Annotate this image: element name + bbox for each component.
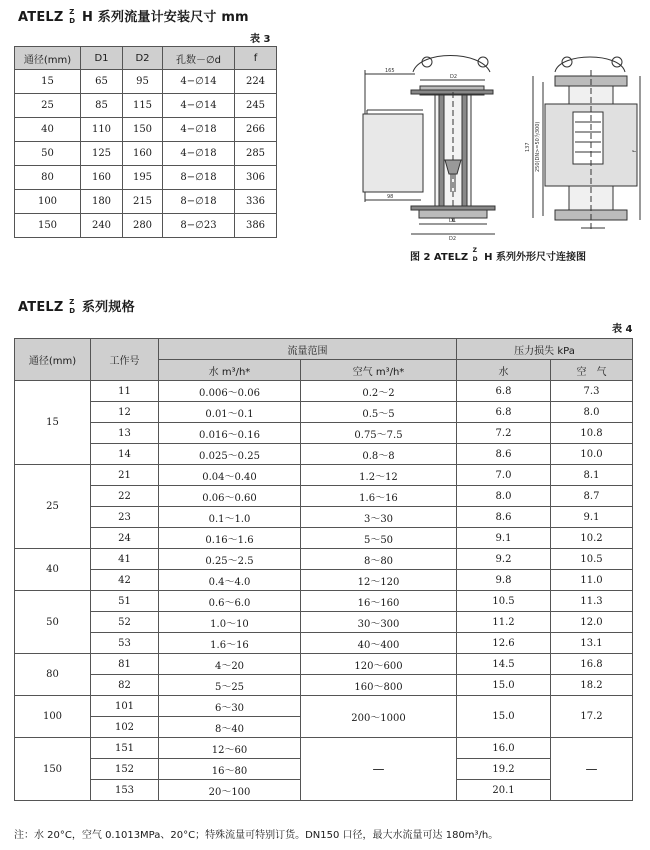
table-row [15,654,633,675]
water-flow-cell: 0.01～0.1 [159,402,301,423]
water-loss-cell: 15.0 [457,675,551,696]
work-no-cell: 53 [91,633,159,654]
air-loss-cell: 7.3 [551,381,633,402]
zd-mark: Z D [472,247,478,263]
table-row [15,591,633,612]
table-row [15,549,633,570]
water-loss-cell: 14.5 [457,654,551,675]
water-flow-cell: 0.25～2.5 [159,549,301,570]
diameter-cell: 40 [15,549,91,591]
work-no-cell: 22 [91,486,159,507]
table-cell: 115 [123,94,163,118]
table-row [15,381,633,402]
work-no-cell: 52 [91,612,159,633]
work-no-cell: 82 [91,675,159,696]
water-flow-cell: 0.6～6.0 [159,591,301,612]
air-flow-cell: 0.2～2 [301,381,457,402]
table-cell: 110 [81,118,123,142]
air-loss-cell: 8.0 [551,402,633,423]
header-diameter: 通径(mm) [15,339,91,381]
diameter-cell: 150 [15,738,91,801]
table-cell: 336 [235,190,277,214]
water-loss-cell: 6.8 [457,381,551,402]
water-flow-cell: 8～40 [159,717,301,738]
table3-tag: 表 3 [250,34,271,45]
table-cell: 4−∅18 [163,118,235,142]
water-loss-cell: 9.8 [457,570,551,591]
air-flow-cell: 5～50 [301,528,457,549]
table-row [15,142,277,166]
water-flow-cell: 4～20 [159,654,301,675]
table-cell: 266 [235,118,277,142]
table-cell: 195 [123,166,163,190]
air-loss-cell: 16.8 [551,654,633,675]
water-flow-cell: 0.1～1.0 [159,507,301,528]
outline-drawing-figure [355,52,645,242]
water-loss-cell: 20.1 [457,780,551,801]
water-loss-cell: 11.2 [457,612,551,633]
title-prefix: ATELZ [18,300,64,315]
dim-label-f: f [632,150,638,152]
air-loss-cell: 11.0 [551,570,633,591]
table-cell: 386 [235,214,277,238]
header-cell: D1 [81,47,123,70]
section-title-installation [18,6,249,26]
table-row [15,190,277,214]
table-row [15,507,633,528]
header-work-no: 工作号 [91,339,159,381]
header-pressure-loss: 压力损失 kPa [457,339,633,360]
air-flow-cell: 3～30 [301,507,457,528]
footnote: 注：水 20°C，空气 0.1013MPa、20°C；特殊流量可特别订货。DN150 口径，最大水流量可达 180m³/h。 [14,830,499,841]
header-cell: D2 [123,47,163,70]
water-flow-cell: 0.16～1.6 [159,528,301,549]
air-flow-cell: 30～300 [301,612,457,633]
table-row [15,612,633,633]
table-cell: 65 [81,70,123,94]
water-flow-cell: 1.0～10 [159,612,301,633]
table-cell: 245 [235,94,277,118]
table-cell: 160 [123,142,163,166]
water-flow-cell: 5～25 [159,675,301,696]
header-cell: 通径(mm) [15,47,81,70]
water-flow-cell: 0.025～0.25 [159,444,301,465]
water-loss-cell: 15.0 [457,696,551,738]
air-loss-cell: 18.2 [551,675,633,696]
water-loss-cell: 19.2 [457,759,551,780]
table-cell: 100 [15,190,81,214]
air-flow-cell: 0.75～7.5 [301,423,457,444]
table-cell: 4−∅14 [163,94,235,118]
table-cell: 95 [123,70,163,94]
table-cell: 15 [15,70,81,94]
air-flow-cell: 160～800 [301,675,457,696]
water-flow-cell: 0.06～0.60 [159,486,301,507]
specifications-table [14,338,633,801]
table-row [15,486,633,507]
air-flow-cell: 40～400 [301,633,457,654]
header-cell: f [235,47,277,70]
work-no-cell: 41 [91,549,159,570]
table-cell: 40 [15,118,81,142]
water-loss-cell: 8.6 [457,444,551,465]
table-row [15,118,277,142]
diameter-cell: 100 [15,696,91,738]
table-row [15,402,633,423]
air-flow-cell: 0.8～8 [301,444,457,465]
dim-label-d2-bottom: D2 [449,236,457,242]
header-cell: 孔数－∅d [163,47,235,70]
air-flow-cell: — [301,738,457,801]
indicator-arc-right [555,57,625,72]
table-row [15,214,277,238]
dim-label-d1: D1 [449,218,457,224]
water-flow-cell: 0.04～0.40 [159,465,301,486]
water-loss-cell: 7.2 [457,423,551,444]
air-flow-cell: 0.5～5 [301,402,457,423]
table-row [15,570,633,591]
work-no-cell: 24 [91,528,159,549]
air-loss-cell: 8.1 [551,465,633,486]
air-loss-cell: 11.3 [551,591,633,612]
water-loss-cell: 9.2 [457,549,551,570]
dim-label-overall: 250(DN>=50为300) [535,121,541,172]
table-cell: 8−∅18 [163,166,235,190]
table-row [15,633,633,654]
water-flow-cell: 0.016～0.16 [159,423,301,444]
table-row [15,166,277,190]
diameter-cell: 80 [15,654,91,696]
work-no-cell: 14 [91,444,159,465]
table-cell: 4−∅18 [163,142,235,166]
table-cell: 306 [235,166,277,190]
water-flow-cell: 12～60 [159,738,301,759]
water-loss-cell: 9.1 [457,528,551,549]
water-loss-cell: 12.6 [457,633,551,654]
work-no-cell: 13 [91,423,159,444]
table-cell: 215 [123,190,163,214]
table-cell: 240 [81,214,123,238]
table-cell: 280 [123,214,163,238]
diameter-cell: 50 [15,591,91,654]
air-loss-cell: 10.2 [551,528,633,549]
air-flow-cell: 200～1000 [301,696,457,738]
figure-caption: 图 2 ATELZ Z D H 系列外形尺寸连接图 [410,247,586,263]
table-cell: 160 [81,166,123,190]
header-water-flow: 水 m³/h* [159,360,301,381]
indicator-housing [363,114,423,192]
water-loss-cell: 8.6 [457,507,551,528]
air-flow-cell: 1.6～16 [301,486,457,507]
air-loss-cell: — [551,738,633,801]
title-suffix: 系列规格 [81,300,135,315]
air-flow-cell: 12～120 [301,570,457,591]
air-loss-cell: 8.7 [551,486,633,507]
table-header-row [15,339,633,360]
header-air-flow: 空气 m³/h* [301,360,457,381]
air-loss-cell: 9.1 [551,507,633,528]
table-row [15,738,633,759]
installation-dimensions-table [14,46,277,238]
air-flow-cell: 120～600 [301,654,457,675]
zd-mark: Z D [69,297,76,315]
water-flow-cell: 20～100 [159,780,301,801]
work-no-cell: 11 [91,381,159,402]
table-row [15,675,633,696]
water-loss-cell: 16.0 [457,738,551,759]
work-no-cell: 23 [91,507,159,528]
section-title-specs [18,296,135,316]
work-no-cell: 81 [91,654,159,675]
air-flow-cell: 8～80 [301,549,457,570]
water-flow-cell: 0.006～0.06 [159,381,301,402]
title-suffix: H 系列流量计安装尺寸 mm [81,10,249,25]
air-loss-cell: 10.5 [551,549,633,570]
work-no-cell: 101 [91,696,159,717]
air-loss-cell: 10.8 [551,423,633,444]
table-row [15,528,633,549]
table-row [15,465,633,486]
table-row [15,94,277,118]
work-no-cell: 152 [91,759,159,780]
table-cell: 125 [81,142,123,166]
air-loss-cell: 12.0 [551,612,633,633]
bottom-flange [419,210,487,218]
table-cell: 150 [15,214,81,238]
table-row [15,444,633,465]
zd-mark: Z D [69,7,76,25]
water-loss-cell: 8.0 [457,486,551,507]
header-water-loss: 水 [457,360,551,381]
table-row [15,696,633,717]
table-row [15,423,633,444]
table-cell: 85 [81,94,123,118]
table-cell: 80 [15,166,81,190]
work-no-cell: 51 [91,591,159,612]
table-cell: 150 [123,118,163,142]
table-row [15,70,277,94]
table-cell: 50 [15,142,81,166]
table-cell: 180 [81,190,123,214]
header-flow-range: 流量范围 [159,339,457,360]
work-no-cell: 12 [91,402,159,423]
water-flow-cell: 6～30 [159,696,301,717]
table-cell: 8−∅18 [163,190,235,214]
air-loss-cell: 17.2 [551,696,633,738]
dim-label-d2: D2 [450,74,458,80]
air-flow-cell: 1.2～12 [301,465,457,486]
table-header-row [15,47,277,70]
water-flow-cell: 16～80 [159,759,301,780]
header-air-loss: 空 气 [551,360,633,381]
dim-label-165: 165 [385,68,395,74]
dim-label-98: 98 [387,194,394,200]
diameter-cell: 15 [15,381,91,465]
table-cell: 25 [15,94,81,118]
air-flow-cell: 16～160 [301,591,457,612]
work-no-cell: 151 [91,738,159,759]
table4-tag: 表 4 [612,324,633,335]
dim-label-137: 137 [525,142,531,152]
diameter-cell: 25 [15,465,91,549]
work-no-cell: 21 [91,465,159,486]
air-loss-cell: 10.0 [551,444,633,465]
table-cell: 285 [235,142,277,166]
work-no-cell: 102 [91,717,159,738]
water-loss-cell: 7.0 [457,465,551,486]
table-cell: 4−∅14 [163,70,235,94]
water-loss-cell: 10.5 [457,591,551,612]
table-cell: 224 [235,70,277,94]
air-loss-cell: 13.1 [551,633,633,654]
title-prefix: ATELZ [18,10,64,25]
water-flow-cell: 1.6～16 [159,633,301,654]
work-no-cell: 42 [91,570,159,591]
water-flow-cell: 0.4～4.0 [159,570,301,591]
water-loss-cell: 6.8 [457,402,551,423]
work-no-cell: 153 [91,780,159,801]
table-cell: 8−∅23 [163,214,235,238]
